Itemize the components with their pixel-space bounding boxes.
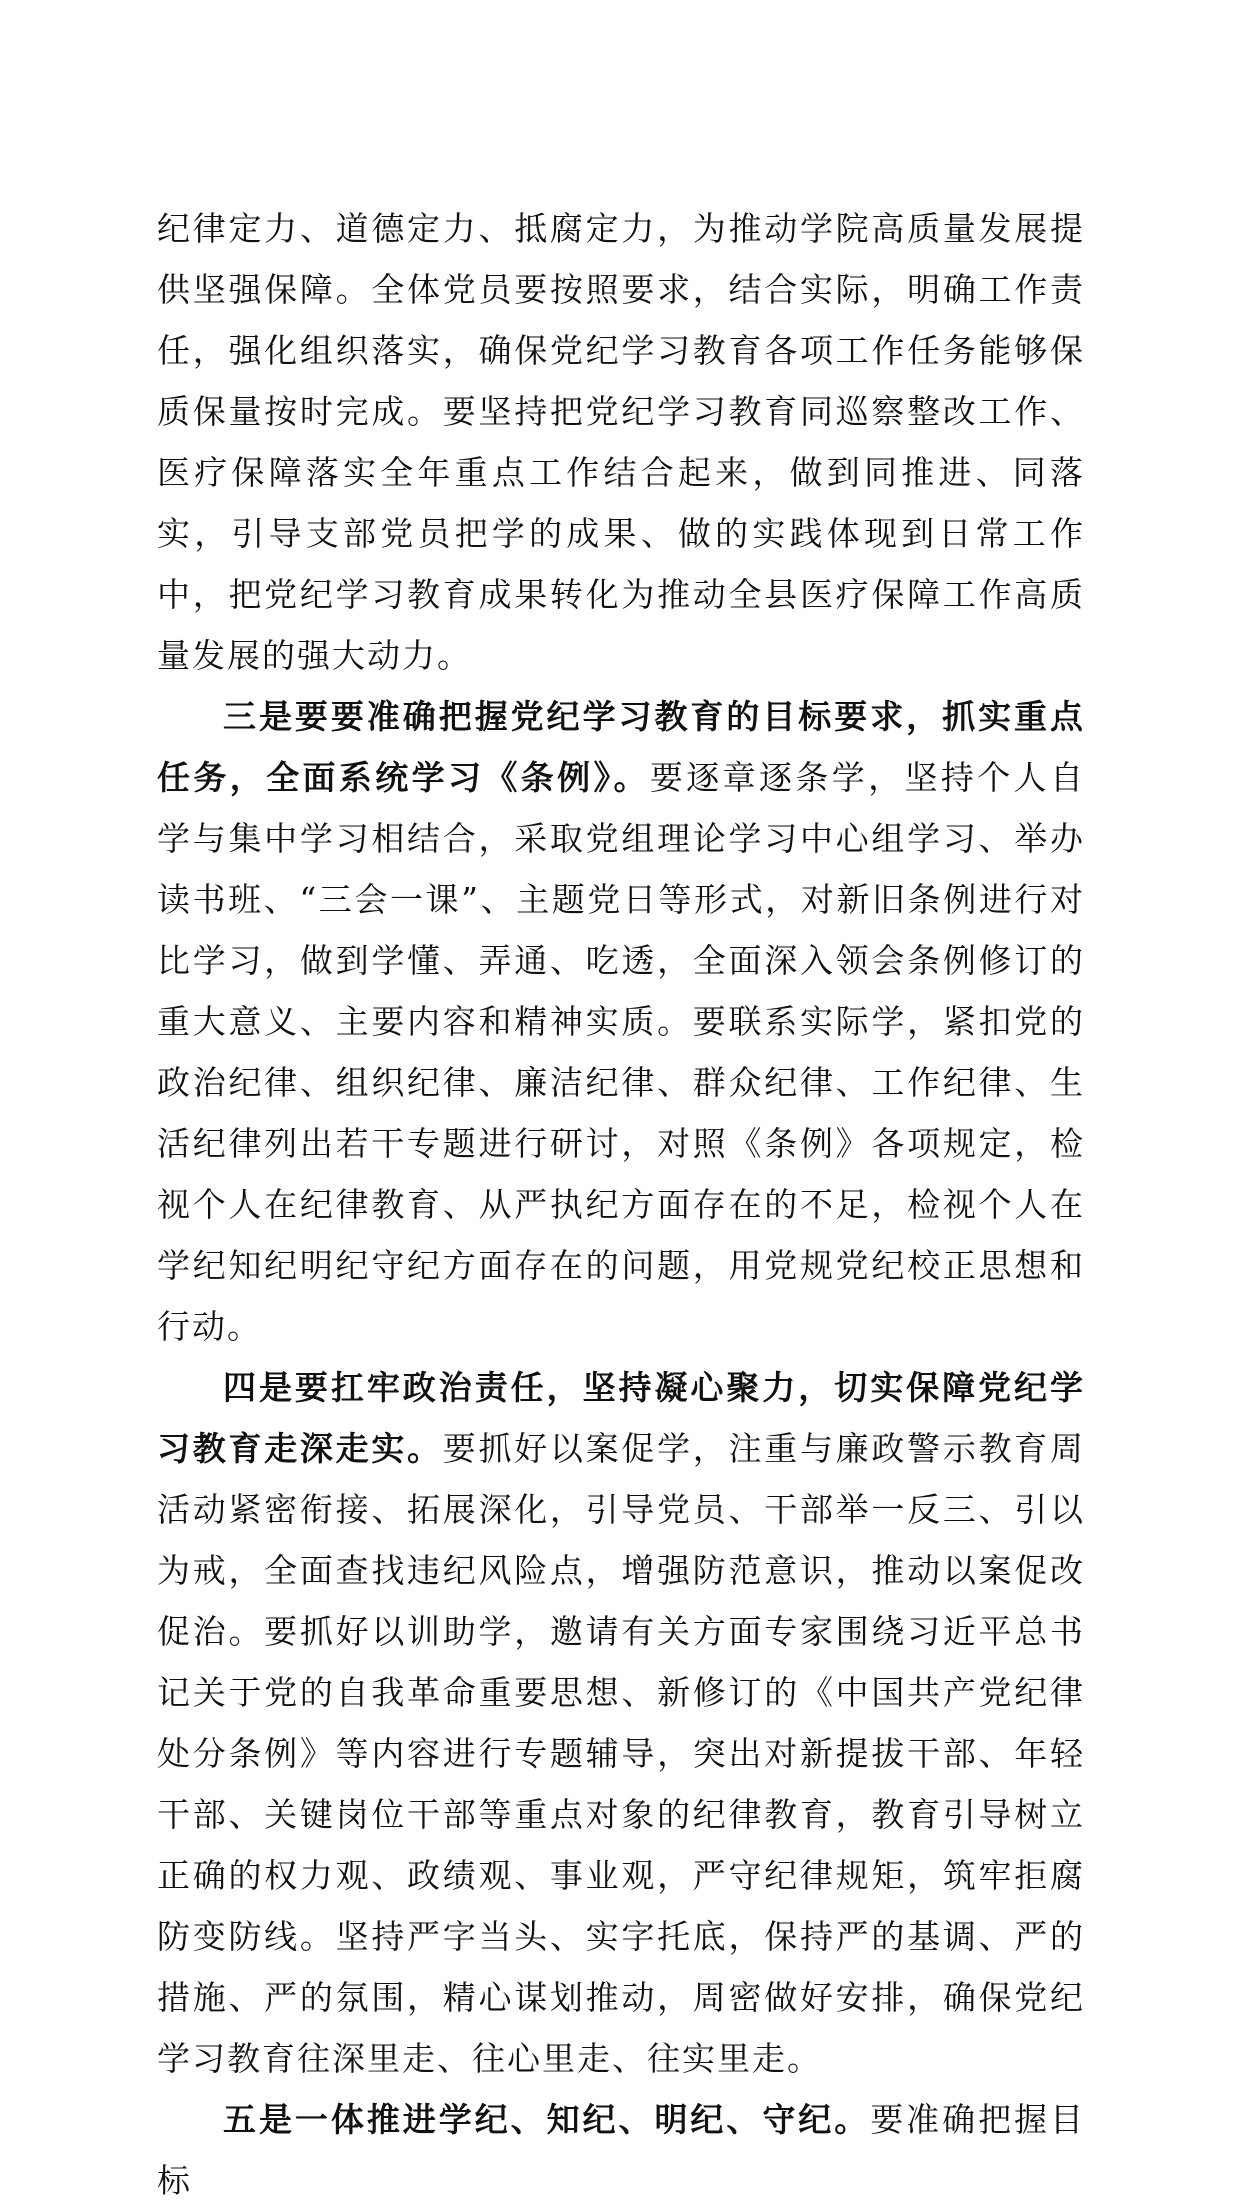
paragraph-point-three — [157, 686, 1085, 1357]
paragraph-lead: 五是一体推进学纪、知纪、明纪、守纪。 — [223, 2100, 871, 2139]
paragraph-body: 要抓好以案促学，注重与廉政警示教育周活动紧密衔接、拓展深化，引导党员、干部举一反三、引以为戒，全面查找违纪风险点，增强防范意识，推动以案促改促治。要抓好以训助学，邀请有关方面专家围绕习近平总书记关于党的自我革命重要思想、新修订的《中国共产党纪律处分条例》等内容进行专题辅导，突出对新提拔干部、年轻干部、关键岗位干部等重点对象的纪律教育，教育引导树立正确的权力观、政绩观、事业观，严守纪律规矩，筑牢拒腐防变防线。坚持严字当头、实字托底，保持严的基调、严的措施、严的氛围，精心谋划推动，周密做好安排，确保党纪学习教育往深里走、往心里走、往实里走。 — [157, 1429, 1086, 2078]
paragraph-lead: 四是要扛牢政治责任，坚持凝心聚力，切实保障党纪学习教育走深走实。 — [157, 1368, 1085, 1468]
paragraph-continuation — [157, 198, 1085, 686]
paragraph-lead: 三是要要准确把握党纪学习教育的目标要求，抓实重点任务，全面系统学习《条例》。 — [157, 697, 1085, 797]
document-page — [157, 198, 1085, 2211]
paragraph-body: 纪律定力、道德定力、抵腐定力，为推动学院高质量发展提供坚强保障。全体党员要按照要求，结合实际，明确工作责任，强化组织落实，确保党纪学习教育各项工作任务能够保质保量按时完成。要坚持把党纪学习教育同巡察整改工作、医疗保障落实全年重点工作结合起来，做到同推进、同落实，引导支部党员把学的成果、做的实践体现到日常工作中，把党纪学习教育成果转化为推动全县医疗保障工作高质量发展的强大动力。 — [157, 209, 1085, 675]
paragraph-body: 要准确把握目标 — [157, 2100, 1086, 2200]
paragraph-body: 要逐章逐条学，坚持个人自学与集中学习相结合，采取党组理论学习中心组学习、举办读书班、“三会一课”、主题党日等形式，对新旧条例进行对比学习，做到学懂、弄通、吃透，全面深入领会条例修订的重大意义、主要内容和精神实质。要联系实际学，紧扣党的政治纪律、组织纪律、廉洁纪律、群众纪律、工作纪律、生活纪律列出若干专题进行研讨，对照《条例》各项规定，检视个人在纪律教育、从严执纪方面存在的不足，检视个人在学纪知纪明纪守纪方面存在的问题，用党规党纪校正思想和行动。 — [157, 758, 1086, 1346]
paragraph-point-four — [157, 1357, 1085, 2089]
paragraph-point-five — [157, 2089, 1085, 2211]
